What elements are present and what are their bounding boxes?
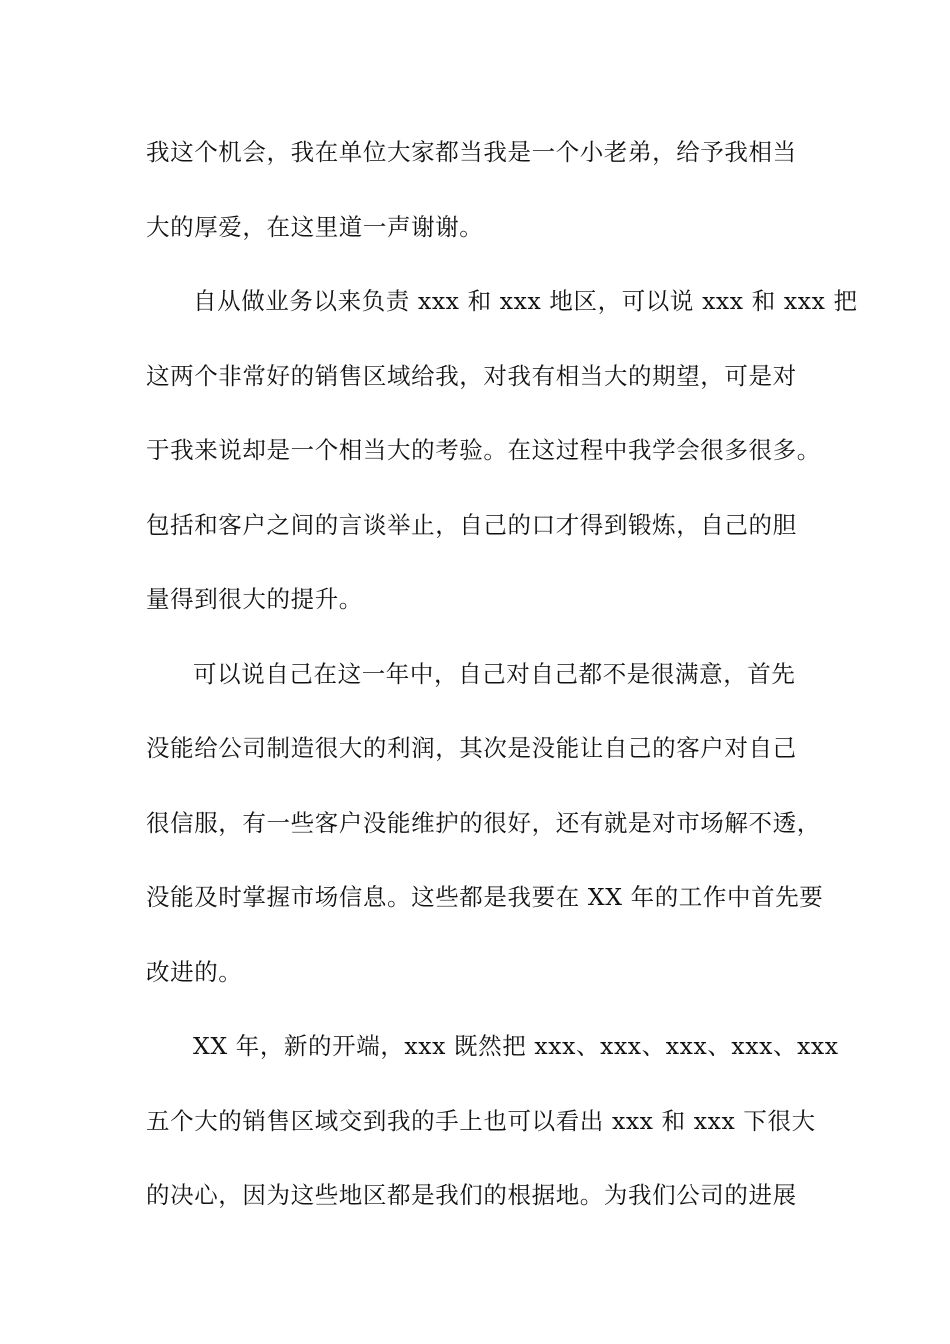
text-line: 五个大的销售区域交到我的手上也可以看出 xxx 和 xxx 下很大 <box>146 1106 816 1135</box>
text-line: 大的厚爱，在这里道一声谢谢。 <box>146 212 484 241</box>
text-line: 很信服，有一些客户没能维护的很好，还有就是对市场解不透， <box>146 808 821 837</box>
text-line: 量得到很大的提升。 <box>146 585 363 613</box>
paragraph-start-line: XX 年，新的开端，xxx 既然把 xxx、xxx、xxx、xxx、xxx <box>193 1032 839 1060</box>
text-line: 没能给公司制造很大的利润，其次是没能让自己的客户对自己 <box>146 734 797 762</box>
document-body <box>146 128 858 1246</box>
text-line: 这两个非常好的销售区域给我，对我有相当大的期望，可是对 <box>146 361 797 390</box>
text-line: 于我来说却是一个相当大的考验。在这过程中我学会很多很多。 <box>146 436 821 464</box>
text-line: 我这个机会，我在单位大家都当我是一个小老弟，给予我相当 <box>146 138 797 166</box>
text-line: 改进的。 <box>146 957 243 986</box>
text-line: 没能及时掌握市场信息。这些都是我要在 XX 年的工作中首先要 <box>146 883 824 911</box>
paragraph-start-line: 自从做业务以来负责 xxx 和 xxx 地区，可以说 xxx 和 xxx 把 <box>193 287 858 315</box>
text-line: 包括和客户之间的言谈举止，自己的口才得到锻炼，自己的胆 <box>146 510 797 539</box>
text-line: 的决心，因为这些地区都是我们的根据地。为我们公司的进展 <box>146 1181 797 1209</box>
paragraph-start-line: 可以说自己在这一年中，自己对自己都不是很满意，首先 <box>193 659 796 688</box>
